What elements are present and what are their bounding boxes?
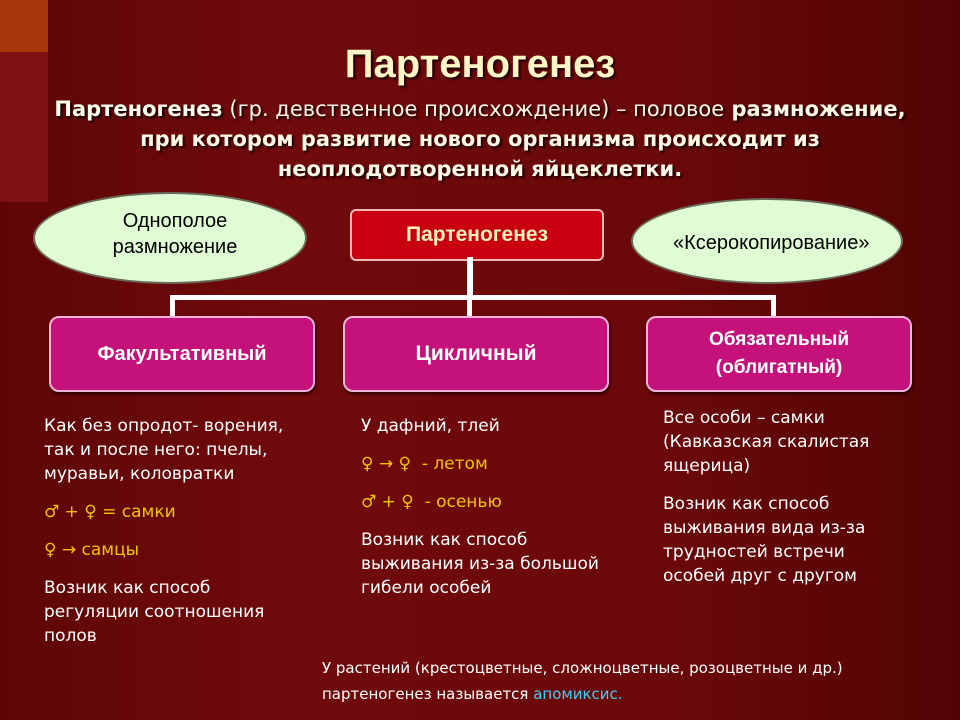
column-cyclic xyxy=(361,414,601,600)
obligate-intro: Все особи – самки (Кавказская скалистая ящерица) xyxy=(663,408,870,476)
definition-part2: размножение, при котором развитие нового организма происходит из неоплодотворенной яйцеклетки. xyxy=(140,97,906,181)
ellipse-photocopying-text: «Ксерокопирование» xyxy=(673,232,870,254)
definition-part1: (гр. девственное происхождение) – половое xyxy=(222,97,725,121)
connector-right-drop xyxy=(771,295,776,317)
category-obligate-label-line2: (облигатный) xyxy=(715,357,843,378)
slide-title: Партеногенез xyxy=(344,42,616,86)
cyclic-note: Возник как способ выживания из-за большой гибели особей xyxy=(361,530,599,598)
ellipse-photocopying xyxy=(631,198,903,284)
facultative-intro: Как без опродот- ворения, так и после него: пчелы, муравьи, коловратки xyxy=(44,416,284,484)
category-facultative xyxy=(49,316,315,392)
facultative-formula-1: ♂ + ♀ = самки xyxy=(44,502,176,522)
cyclic-formula-1-season: - летом xyxy=(421,454,488,474)
bottom-note-text: У растений (крестоцветные, сложноцветные, розоцветные и др.) партеногенез называется xyxy=(322,659,843,703)
obligate-note: Возник как способ выживания вида из-за трудностей встречи особей друг с другом xyxy=(663,494,866,586)
cyclic-formula-2-season: - осенью xyxy=(424,492,502,512)
column-obligate xyxy=(663,406,893,588)
ellipse-unisexual-line1: Однополое xyxy=(122,210,228,232)
definition-text xyxy=(40,94,920,184)
bottom-note-highlight: апомиксис. xyxy=(533,685,623,703)
category-facultative-label: Факультативный xyxy=(97,342,267,365)
cyclic-formula-1-symbols: ♀ → ♀ xyxy=(361,454,411,474)
cyclic-formula-1 xyxy=(361,452,601,476)
ellipse-unisexual-text xyxy=(95,208,255,260)
ellipse-unisexual-line2: размножение xyxy=(112,236,238,258)
connector-left-drop xyxy=(170,295,175,317)
root-box-parthenogenesis: Партеногенез xyxy=(350,209,604,261)
column-facultative xyxy=(44,414,284,648)
category-cyclic xyxy=(343,316,609,392)
cyclic-formula-2 xyxy=(361,490,601,514)
connector-root-stem xyxy=(467,257,473,297)
ellipse-unisexual xyxy=(33,192,307,284)
category-obligate xyxy=(646,316,912,392)
facultative-formula-2: ♀ → самцы xyxy=(44,540,140,560)
definition-lead: Партеногенез xyxy=(54,97,223,121)
cyclic-formula-2-symbols: ♂ + ♀ xyxy=(361,492,414,512)
bottom-note xyxy=(322,655,942,707)
cyclic-intro: У дафний, тлей xyxy=(361,416,500,436)
category-cyclic-label: Цикличный xyxy=(415,342,537,365)
category-obligate-label-line1: Обязательный xyxy=(708,329,850,350)
facultative-note: Возник как способ регуляции соотношения полов xyxy=(44,578,265,646)
connector-horizontal xyxy=(170,295,776,300)
connector-middle-drop xyxy=(467,295,472,317)
